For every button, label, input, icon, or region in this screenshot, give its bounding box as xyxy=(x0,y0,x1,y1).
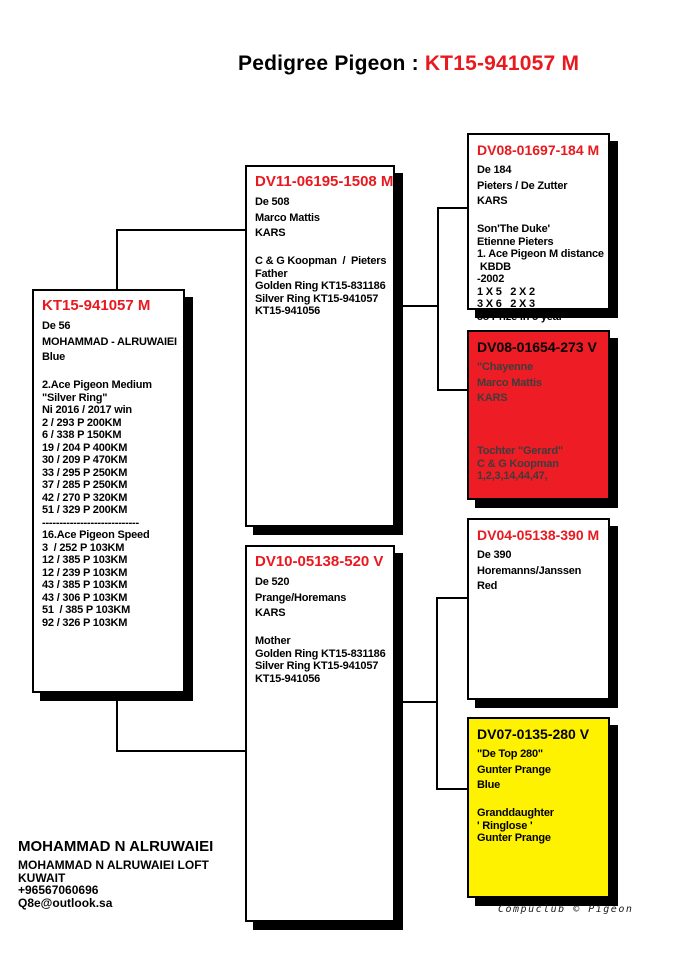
text-line xyxy=(477,420,602,433)
text-line: 16.Ace Pigeon Speed xyxy=(42,529,150,541)
pigeon-info xyxy=(477,164,602,208)
pedigree-box-subject xyxy=(32,289,185,693)
text-line: 19 / 204 P 400KM xyxy=(42,441,128,454)
text-line: KT15-941056 xyxy=(255,672,321,685)
text-line: Gunter Prange xyxy=(477,832,551,844)
text-line xyxy=(477,408,602,421)
text-line: KARS xyxy=(255,607,286,619)
text-line: 37 / 285 P 250KM xyxy=(42,479,128,491)
text-line: Tochter "Gerard" xyxy=(477,445,563,457)
text-line: Golden Ring KT15-831186 xyxy=(255,280,386,292)
pedigree-box-mother xyxy=(245,545,395,922)
text-line: 12 / 239 P 103KM xyxy=(42,566,128,579)
text-line: Son'The Duke' xyxy=(477,223,550,235)
pedigree-box-grandfather-paternal xyxy=(467,133,610,323)
pigeon-info xyxy=(42,320,177,364)
page-title-ring: KT15-941057 M xyxy=(424,52,580,75)
text-line: 30 / 209 P 470KM xyxy=(42,454,128,466)
pigeon-details xyxy=(255,243,387,318)
ring-number: DV08-01697-184 M xyxy=(477,142,600,158)
text-line: C & G Koopman xyxy=(477,457,559,470)
pedigree-box-grandmother-paternal xyxy=(467,330,610,500)
text-line: KARS xyxy=(477,195,508,207)
text-line: "Silver Ring" xyxy=(42,391,108,404)
ring-number: KT15-941057 M xyxy=(42,297,151,314)
pigeon-details xyxy=(255,623,387,686)
text-line xyxy=(477,795,602,808)
text-line: De 520 xyxy=(255,576,290,588)
connector-line xyxy=(436,597,438,790)
text-line xyxy=(42,367,177,380)
text-line: 1,2,3,14,44,47, xyxy=(477,470,548,482)
text-line: Gunter Prange xyxy=(477,763,551,776)
text-line xyxy=(477,211,602,224)
text-line: 2 / 293 P 200KM xyxy=(42,416,122,429)
page-title xyxy=(238,52,579,76)
text-line: 42 / 270 P 320KM xyxy=(42,491,128,504)
text-line: 43 / 306 P 103KM xyxy=(42,591,128,604)
text-line: Prange/Horemans xyxy=(255,591,347,604)
text-line xyxy=(477,433,602,446)
ring-number: DV08-01654-273 V xyxy=(477,339,597,355)
text-line: ' Ringlose ' xyxy=(477,819,533,832)
text-line: Ni 2016 / 2017 win xyxy=(42,404,132,416)
text-line: Pieters / De Zutter xyxy=(477,179,568,192)
text-line: 51 / 329 P 200KM xyxy=(42,504,128,516)
software-credit: Compuclub © Pigeon xyxy=(498,904,634,915)
text-line: KUWAIT xyxy=(18,870,66,885)
ring-number: DV10-05138-520 V xyxy=(255,553,384,570)
pigeon-details xyxy=(477,211,602,324)
connector-line xyxy=(116,700,118,752)
connector-line xyxy=(437,207,439,391)
text-line: Marco Mattis xyxy=(255,211,320,224)
pigeon-info xyxy=(477,361,602,405)
text-line: 6 / 338 P 150KM xyxy=(42,429,122,441)
text-line: 2.Ace Pigeon Medium xyxy=(42,379,152,391)
pigeon-details xyxy=(477,408,602,483)
ring-number: DV07-0135-280 V xyxy=(477,726,590,742)
text-line: De 508 xyxy=(255,196,290,208)
pigeon-info xyxy=(255,576,387,620)
connector-line xyxy=(436,788,468,790)
text-line: Horemanns/Janssen xyxy=(477,564,582,577)
text-line xyxy=(255,623,387,636)
ring-number: DV04-05138-390 M xyxy=(477,527,600,543)
text-line: De 56 xyxy=(42,320,71,332)
pigeon-info xyxy=(477,748,602,792)
text-line: KT15-941056 xyxy=(255,305,321,317)
text-line: 92 / 326 P 103KM xyxy=(42,616,128,629)
text-line: 3 / 252 P 103KM xyxy=(42,541,125,554)
text-line: Etienne Pieters xyxy=(477,235,554,248)
pigeon-details xyxy=(42,367,177,630)
owner-block xyxy=(18,838,213,909)
text-line: Blue xyxy=(477,779,501,791)
text-line: 33 / 295 P 250KM xyxy=(42,466,128,479)
pigeon-info xyxy=(477,549,602,593)
connector-line xyxy=(436,597,468,599)
text-line: Golden Ring KT15-831186 xyxy=(255,647,386,660)
text-line: 1. Ace Pigeon M distance xyxy=(477,248,604,260)
text-line: "De Top 280" xyxy=(477,748,543,760)
connector-line xyxy=(403,305,439,307)
text-line: "Chayenne xyxy=(477,361,533,373)
text-line: ---------------------------- xyxy=(42,516,139,529)
text-line: Blue xyxy=(42,351,66,363)
text-line: 12 / 385 P 103KM xyxy=(42,554,128,566)
pedigree-box-grandmother-maternal xyxy=(467,717,610,898)
text-line: Red xyxy=(477,580,498,592)
text-line: +96567060696 xyxy=(18,883,99,897)
text-line xyxy=(255,243,387,256)
text-line: Silver Ring KT15-941057 xyxy=(255,660,379,672)
text-line: Father xyxy=(255,267,288,280)
owner-name: MOHAMMAD N ALRUWAIEI xyxy=(18,838,214,855)
text-line: KBDB xyxy=(477,260,511,273)
text-line: 51 / 385 P 103KM xyxy=(42,604,131,616)
text-line: MOHAMMAD - ALRUWAIEI xyxy=(42,335,177,348)
text-line: Q8e@outlook.sa xyxy=(18,895,113,910)
text-line: De 390 xyxy=(477,549,512,561)
connector-line xyxy=(403,701,438,703)
text-line: Granddaughter xyxy=(477,807,554,819)
text-line: 58 Prize in 5 year xyxy=(477,310,563,323)
text-line: -2002 xyxy=(477,273,505,285)
text-line: MOHAMMAD N ALRUWAIEI LOFT xyxy=(18,858,209,872)
text-line: 43 / 385 P 103KM xyxy=(42,579,128,591)
text-line: 1 X 5 2 X 2 xyxy=(477,285,535,298)
connector-line xyxy=(437,389,468,391)
pigeon-details xyxy=(477,795,602,845)
owner-details xyxy=(18,859,213,909)
connector-line xyxy=(116,750,246,752)
ring-number: DV11-06195-1508 M xyxy=(255,173,394,190)
text-line: 3 X 6 2 X 3 xyxy=(477,298,535,310)
text-line: C & G Koopman / Pieters xyxy=(255,255,387,267)
text-line: Marco Mattis xyxy=(477,376,542,389)
connector-line xyxy=(116,229,118,291)
connector-line xyxy=(437,207,468,209)
text-line: KARS xyxy=(477,392,508,404)
text-line: Mother xyxy=(255,635,291,647)
page-title-prefix: Pedigree Pigeon : xyxy=(238,52,425,75)
text-line: KARS xyxy=(255,227,286,239)
text-line: Silver Ring KT15-941057 xyxy=(255,292,379,305)
connector-line xyxy=(116,229,246,231)
pedigree-box-grandfather-maternal xyxy=(467,518,610,700)
pigeon-info xyxy=(255,196,387,240)
text-line: De 184 xyxy=(477,164,512,176)
pedigree-box-father xyxy=(245,165,395,527)
